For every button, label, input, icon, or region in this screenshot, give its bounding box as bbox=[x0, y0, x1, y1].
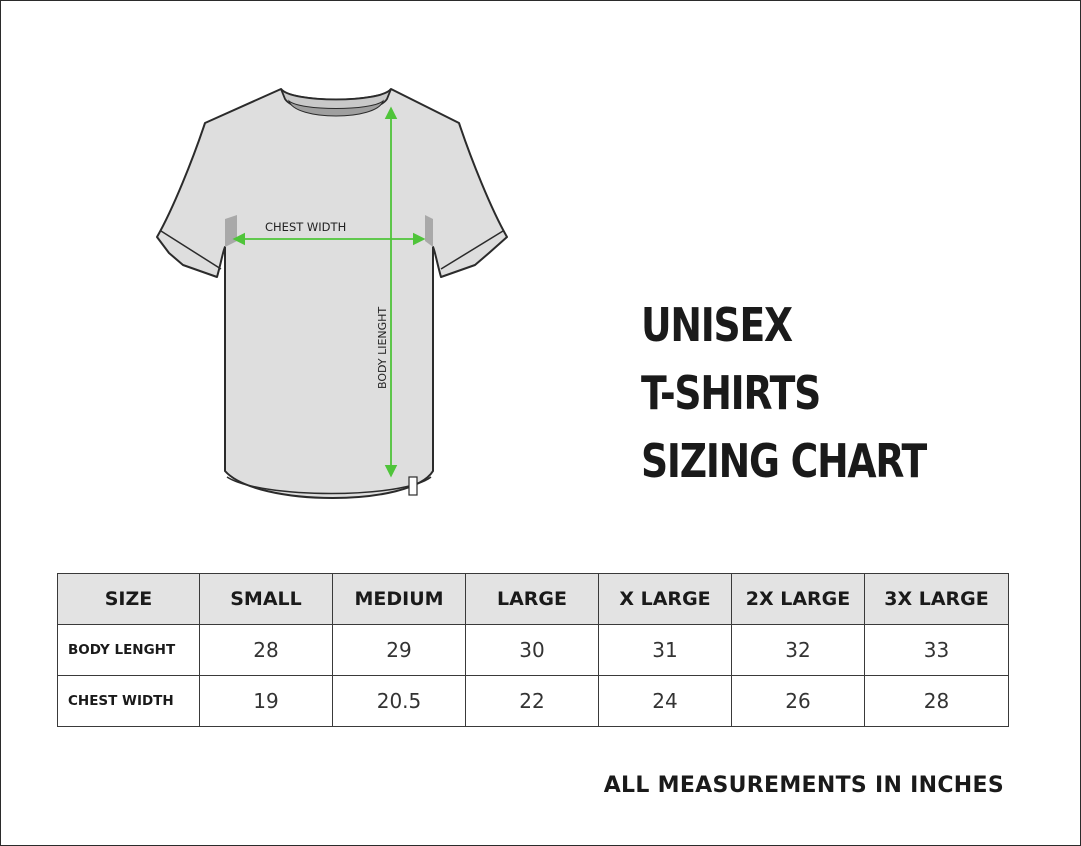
body-length-label: BODY LIENGHT bbox=[376, 306, 389, 389]
table-cell: 26 bbox=[732, 676, 865, 727]
table-cell: 30 bbox=[466, 625, 599, 676]
header-size: SIZE bbox=[58, 574, 200, 625]
table-row bbox=[58, 676, 1009, 727]
size-table bbox=[57, 573, 1009, 727]
header-large: LARGE bbox=[466, 574, 599, 625]
table-cell: 31 bbox=[599, 625, 732, 676]
row-label-chest-width: CHEST WIDTH bbox=[58, 676, 200, 727]
table-cell: 19 bbox=[200, 676, 333, 727]
title-line-sizing-chart: SIZING CHART bbox=[641, 434, 927, 488]
table-cell: 29 bbox=[333, 625, 466, 676]
header-3x-large: 3X LARGE bbox=[865, 574, 1009, 625]
tshirt-body bbox=[157, 89, 507, 498]
row-label-body-length: BODY LENGHT bbox=[58, 625, 200, 676]
table-cell: 20.5 bbox=[333, 676, 466, 727]
title-line-tshirts: T-SHIRTS bbox=[641, 366, 821, 420]
hem-tag bbox=[409, 477, 417, 495]
table-cell: 28 bbox=[200, 625, 333, 676]
title-line-unisex: UNISEX bbox=[641, 298, 792, 352]
measurement-note: ALL MEASUREMENTS IN INCHES bbox=[603, 773, 1004, 798]
table-cell: 24 bbox=[599, 676, 732, 727]
header-2x-large: 2X LARGE bbox=[732, 574, 865, 625]
table-row bbox=[58, 625, 1009, 676]
tshirt-diagram bbox=[141, 79, 531, 519]
table-cell: 22 bbox=[466, 676, 599, 727]
header-medium: MEDIUM bbox=[333, 574, 466, 625]
table-cell: 28 bbox=[865, 676, 1009, 727]
table-header-row bbox=[58, 574, 1009, 625]
header-small: SMALL bbox=[200, 574, 333, 625]
header-x-large: X LARGE bbox=[599, 574, 732, 625]
table-cell: 32 bbox=[732, 625, 865, 676]
table-cell: 33 bbox=[865, 625, 1009, 676]
page-title bbox=[641, 291, 926, 495]
chest-width-label: CHEST WIDTH bbox=[265, 220, 347, 234]
